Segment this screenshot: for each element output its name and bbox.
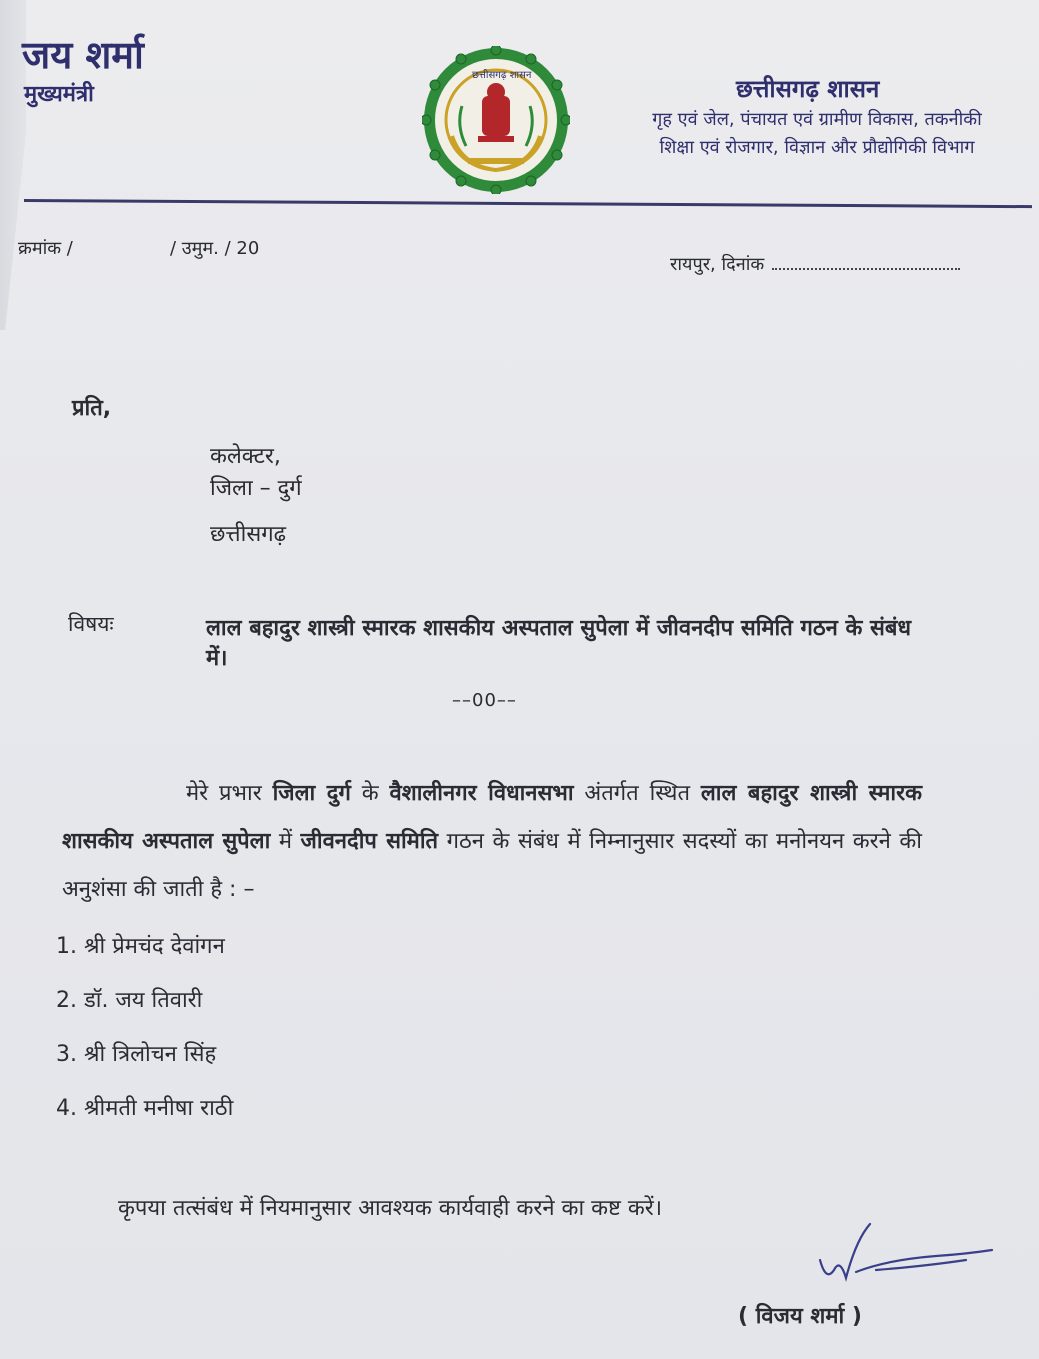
recipient-state: छत्तीसगढ़	[210, 522, 286, 547]
subject-label: विषयः	[68, 612, 114, 636]
government-emblem-icon	[422, 46, 570, 194]
body-text-2: के	[361, 781, 379, 806]
list-item: 2. डॉ. जय तिवारी	[56, 988, 203, 1013]
to-label: प्रति,	[72, 396, 112, 421]
place-date	[670, 252, 960, 276]
recipient-designation: कलेक्टर,	[210, 444, 281, 469]
department-names: गृह एवं जेल, पंचायत एवं ग्रामीण विकास, तकनीकी शिक्षा एवं रोजगार, विज्ञान और प्रौद्योगिकी विभाग	[652, 109, 982, 158]
recipient-district: जिला – दुर्ग	[210, 476, 302, 501]
emblem-text: छत्तीसगढ़ शासन	[472, 70, 532, 81]
list-item: 1. श्री प्रेमचंद देवांगन	[56, 934, 225, 959]
body-bold-district: जिला दुर्ग	[272, 781, 351, 806]
handwritten-signature	[816, 1220, 996, 1290]
body-text-1: मेरे प्रभार	[186, 781, 262, 806]
date-blank-line	[772, 254, 960, 270]
subject-text: लाल बहादुर शास्त्री स्मारक शासकीय अस्पताल सुपेला में जीवनदीप समिति गठन के संबंध में।	[206, 616, 912, 671]
body-bold-committee: जीवनदीप समिति	[300, 829, 439, 854]
separator: ––00––	[452, 690, 517, 711]
closing-request: कृपया तत्संबंध में नियमानुसार आवश्यक कार्यवाही करने का कष्ट करें।	[118, 1196, 663, 1221]
signatory-name: ( विजय शर्मा )	[738, 1304, 862, 1329]
body-paragraph	[62, 770, 922, 914]
body-text-5: गठन के संबंध में निम्नानुसार सदस्यों का मनोनयन करने की अनुशंसा की जाती है : –	[62, 829, 922, 902]
reference-suffix: / उमुम. / 20	[170, 238, 260, 259]
reference-number-label: क्रमांक /	[18, 238, 73, 259]
list-item: 3. श्री त्रिलोचन सिंह	[56, 1042, 217, 1067]
body-bold-hospital: लाल बहादुर शास्त्री स्मारक शासकीय अस्पताल सुपेला	[62, 781, 922, 854]
list-item: 4. श्रीमती मनीषा राठी	[56, 1096, 234, 1121]
minister-name: जय शर्मा	[22, 33, 144, 77]
government-title: छत्तीसगढ़ शासन	[736, 75, 880, 103]
body-text-4: में	[278, 829, 292, 854]
body-bold-constituency: वैशालीनगर विधानसभा	[389, 781, 574, 806]
place-date-label: रायपुर, दिनांक	[670, 254, 765, 275]
body-text-3: अंतर्गत स्थित	[584, 781, 690, 806]
minister-post: मुख्यमंत्री	[24, 82, 94, 107]
